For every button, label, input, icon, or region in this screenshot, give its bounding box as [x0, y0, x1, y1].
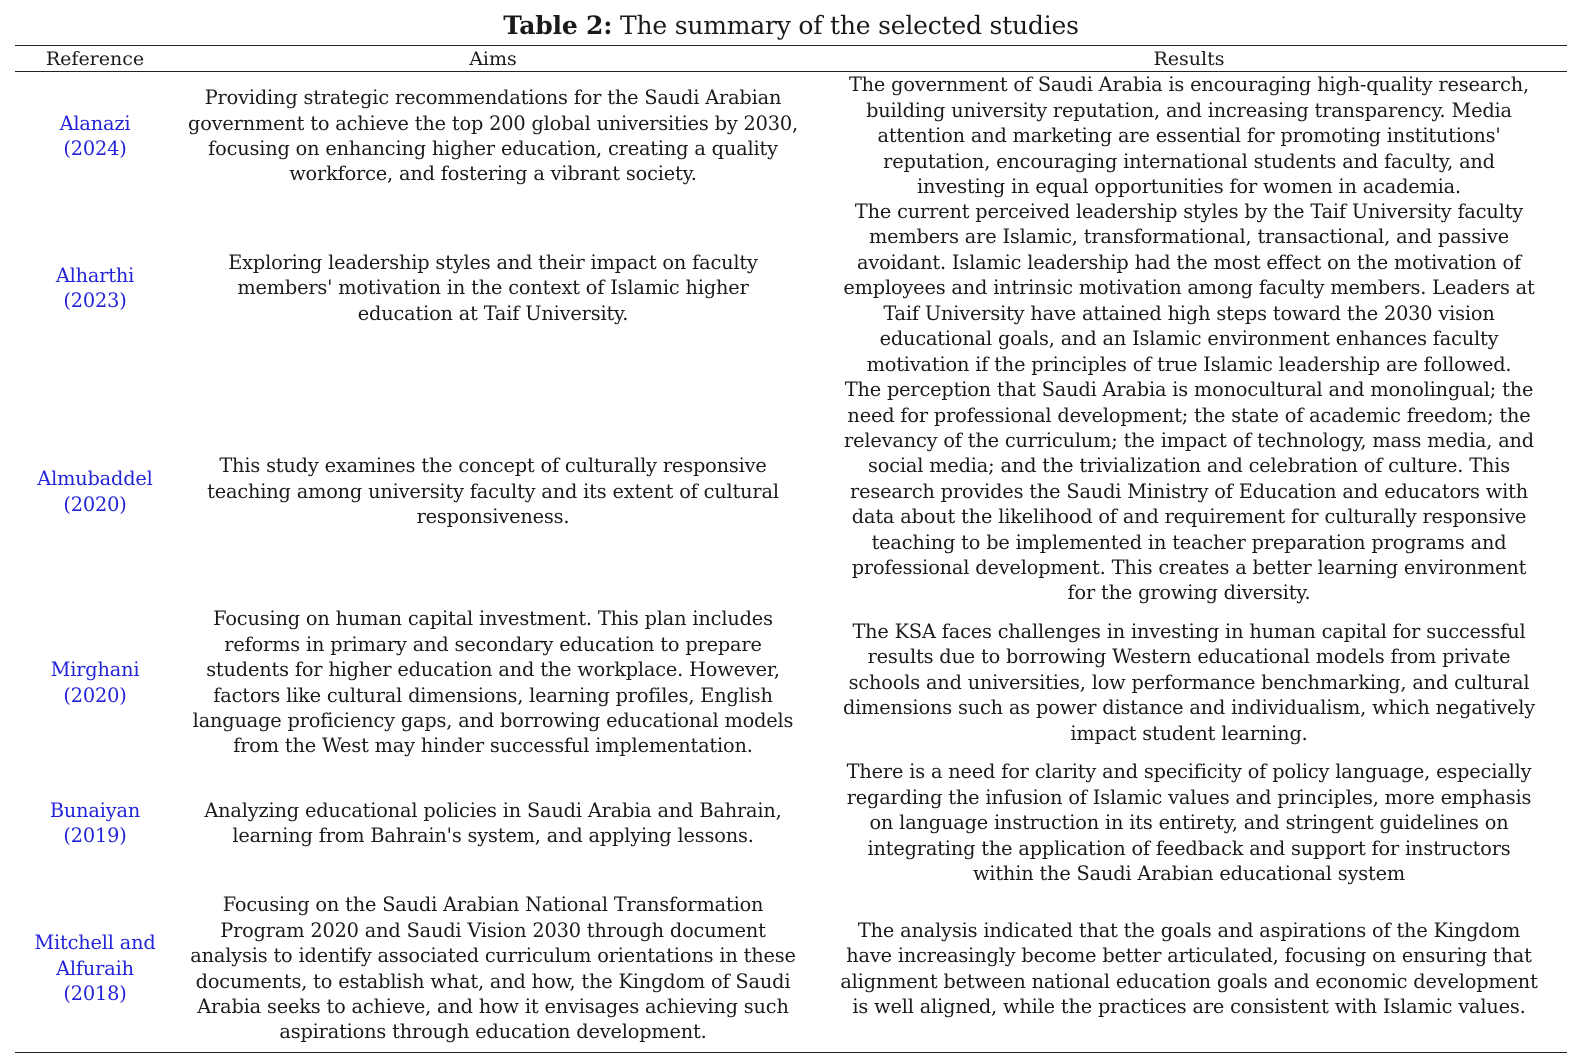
header-aims: Aims: [469, 48, 517, 70]
aims-text: Providing strategic recommendations for the Saudi Arabian government to achieve the top 200 global universities by 2030, focusing on enhancing higher education, creating a quality workforce, and fostering a vibrant society.: [188, 86, 798, 186]
aims-cell: [175, 199, 811, 377]
table-caption-label: Table 2:: [503, 11, 613, 40]
aims-cell: [175, 887, 811, 1050]
table-caption: [0, 10, 1582, 42]
header-reference: Reference: [45, 48, 145, 70]
aims-cell: [175, 606, 811, 759]
table-row: [15, 73, 1567, 199]
table-row: [15, 377, 1567, 606]
reference-cell: [15, 199, 175, 377]
reference-link[interactable]: Alanazi (2024): [59, 111, 131, 160]
results-text: The perception that Saudi Arabia is monocultural and monolingual; the need for professional development; the state of academic freedom; the relevancy of the curriculum; the impact of technology, mass media, and social media; and the trivialization and celebration of culture. This research provides the Saudi Ministry of Education and educators with data about the likelihood of and requirement for culturally responsive teaching to be implemented in teacher preparation programs and professional development. This creates a better learning environment for the growing diversity.: [844, 378, 1534, 605]
top-rule: [15, 45, 1567, 46]
aims-text: Focusing on the Saudi Arabian National Transformation Program 2020 and Saudi Vision 2030 through document analysis to identify associated curriculum orientations in these documents, to establish what, and how, the Kingdom of Saudi Arabia seeks to achieve, and how it envisages achieving such aspirations through education development.: [190, 893, 796, 1044]
results-text: The analysis indicated that the goals and aspirations of the Kingdom have increasingly become better articulated, focusing on ensuring that alignment between national education goals and economic development is well aligned, while the practices are consistent with Islamic values.: [840, 918, 1538, 1018]
table-row: [15, 199, 1567, 377]
aims-text: Exploring leadership styles and their impact on faculty members' motivation in the context of Islamic higher education at Taif University.: [228, 250, 758, 325]
table-row: [15, 759, 1567, 887]
reference-link[interactable]: Almubaddel (2020): [37, 467, 153, 516]
results-cell: [811, 73, 1567, 199]
aims-text: This study examines the concept of culturally responsive teaching among university faculty and its extent of cultural responsiveness.: [207, 454, 779, 529]
reference-link[interactable]: Alharthi (2023): [55, 263, 135, 312]
aims-text: Analyzing educational policies in Saudi Arabia and Bahrain, learning from Bahrain's system, and applying lessons.: [204, 798, 782, 847]
reference-link[interactable]: Bunaiyan (2019): [49, 798, 141, 847]
table-row: [15, 606, 1567, 759]
reference-cell: [15, 606, 175, 759]
reference-link[interactable]: Mitchell and Alfuraih (2018): [34, 931, 156, 1006]
results-cell: [811, 199, 1567, 377]
reference-cell: [15, 377, 175, 606]
reference-cell: [15, 759, 175, 887]
table-row: [15, 887, 1567, 1050]
results-text: The KSA faces challenges in investing in human capital for successful results due to borrowing Western educational models from private schools and universities, low performance benchmarking, and cultural dimensions such as power distance and individualism, which negatively impact student learning.: [842, 619, 1536, 745]
header-results: Results: [1153, 48, 1225, 70]
results-text: The current perceived leadership styles by the Taif University faculty members are Islamic, transformational, transactional, and passive avoidant. Islamic leadership had the most effect on the motivation of employees and intrinsic motivation among faculty members. Leaders at Taif University have attained high steps toward the 2030 vision educational goals, and an Islamic environment enhances faculty motivation if the principles of true Islamic leadership are followed.: [843, 200, 1535, 376]
results-cell: [811, 377, 1567, 606]
reference-cell: [15, 887, 175, 1050]
results-cell: [811, 887, 1567, 1050]
aims-cell: [175, 73, 811, 199]
results-text: There is a need for clarity and specificity of policy language, especially regarding the infusion of Islamic values and principles, more emphasis on language instruction in its entirety, and stringent guidelines on integrating the application of feedback and support for instructors within the Saudi Arabian educational system: [846, 760, 1532, 886]
results-cell: [811, 759, 1567, 887]
results-cell: [811, 606, 1567, 759]
aims-text: Focusing on human capital investment. This plan includes reforms in primary and secondary education to prepare students for higher education and the workplace. However, factors like cultural dimensions, learning profiles, English language proficiency gaps, and borrowing educational models from the West may hinder successful implementation.: [192, 607, 794, 758]
bottom-rule: [15, 1052, 1567, 1053]
results-text: The government of Saudi Arabia is encouraging high-quality research, building university reputation, and increasing transparency. Media attention and marketing are essential for promoting institutions' reputation, encouraging international students and faculty, and investing in equal opportunities for women in academia.: [848, 73, 1530, 199]
reference-link[interactable]: Mirghani (2020): [50, 658, 140, 707]
table-caption-text: The summary of the selected studies: [620, 11, 1079, 40]
reference-cell: [15, 73, 175, 199]
aims-cell: [175, 759, 811, 887]
aims-cell: [175, 377, 811, 606]
